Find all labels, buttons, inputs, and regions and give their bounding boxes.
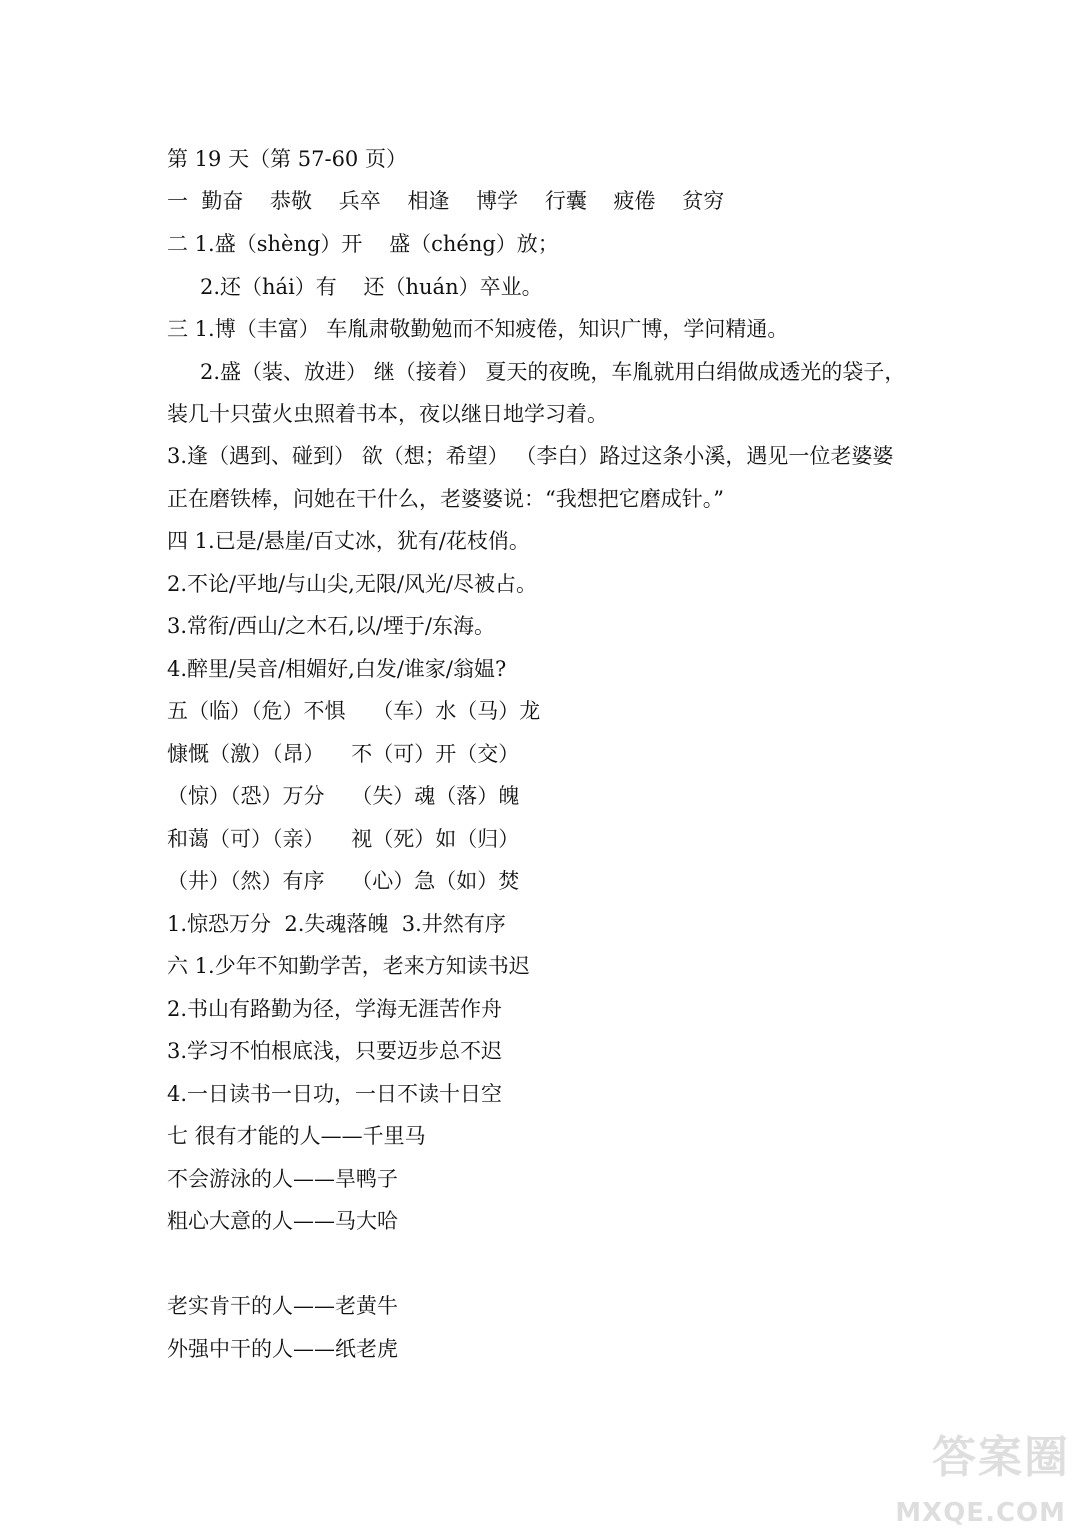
answer-line: 2.不论/平地/与山尖,无限/风光/尽被占。 — [167, 572, 538, 596]
answer-line: 不会游泳的人——旱鸭子 — [167, 1167, 398, 1191]
watermark-logo-text: 答案圈 — [932, 1432, 1070, 1483]
answer-line: 4.醉里/吴音/相媚好,白发/谁家/翁媪? — [167, 657, 507, 681]
answer-line: 和蔼（可）（亲） 视（死）如（归） — [167, 827, 520, 851]
answer-line: 2.书山有路勤为径，学海无涯苦作舟 — [167, 997, 503, 1021]
answer-line: 4.一日读书一日功，一日不读十日空 — [167, 1082, 503, 1106]
answer-line: 2.还（hái）有 还（huán）卒业。 — [200, 275, 543, 299]
answer-line: 粗心大意的人——马大哈 — [167, 1209, 398, 1233]
answer-line: 2.盛（装、放进） 继（接着） 夏天的夜晚，车胤就用白绢做成透光的袋子， — [200, 360, 906, 384]
answer-line: 正在磨铁棒，问她在干什么，老婆婆说：“我想把它磨成针。” — [167, 487, 724, 511]
answer-line: 五（临）（危）不惧 （车）水（马）龙 — [167, 699, 541, 723]
answer-line: 三 1.博（丰富） 车胤肃敬勤勉而不知疲倦，知识广博，学问精通。 — [167, 317, 789, 341]
answer-line: 3.逢（遇到、碰到） 欲（想；希望） （李白）路过这条小溪，遇见一位老婆婆 — [167, 444, 894, 468]
watermark-url: MXQE.COM — [895, 1498, 1066, 1528]
answer-line: 3.常衔/西山/之木石,以/堙于/东海。 — [167, 614, 496, 638]
answer-line: 七 很有才能的人——千里马 — [167, 1124, 426, 1148]
answer-line: 老实肯干的人——老黄牛 — [167, 1294, 398, 1318]
site-watermark — [894, 1432, 1070, 1528]
answer-line: （井）（然）有序 （心）急（如）焚 — [167, 869, 520, 893]
answer-line: 一 勤奋 恭敬 兵卒 相逢 博学 行囊 疲倦 贫穷 — [167, 189, 725, 213]
answer-line: 外强中干的人——纸老虎 — [167, 1337, 398, 1361]
answer-line: （惊）（恐）万分 （失）魂（落）魄 — [167, 784, 520, 808]
answer-line: 装几十只萤火虫照着书本，夜以继日地学习着。 — [167, 402, 608, 426]
answer-line: 慷慨（激）（昂） 不（可）开（交） — [167, 742, 520, 766]
answer-line: 1.惊恐万分 2.失魂落魄 3.井然有序 — [167, 912, 506, 936]
answer-line: 四 1.已是/悬崖/百丈冰，犹有/花枝俏。 — [167, 529, 530, 553]
answer-line: 二 1.盛（shèng）开 盛（chéng）放； — [167, 232, 559, 256]
page-heading: 第 19 天（第 57-60 页） — [167, 147, 407, 171]
answer-line: 六 1.少年不知勤学苦，老来方知读书迟 — [167, 954, 530, 978]
answer-line: 3.学习不怕根底浅，只要迈步总不迟 — [167, 1039, 503, 1063]
